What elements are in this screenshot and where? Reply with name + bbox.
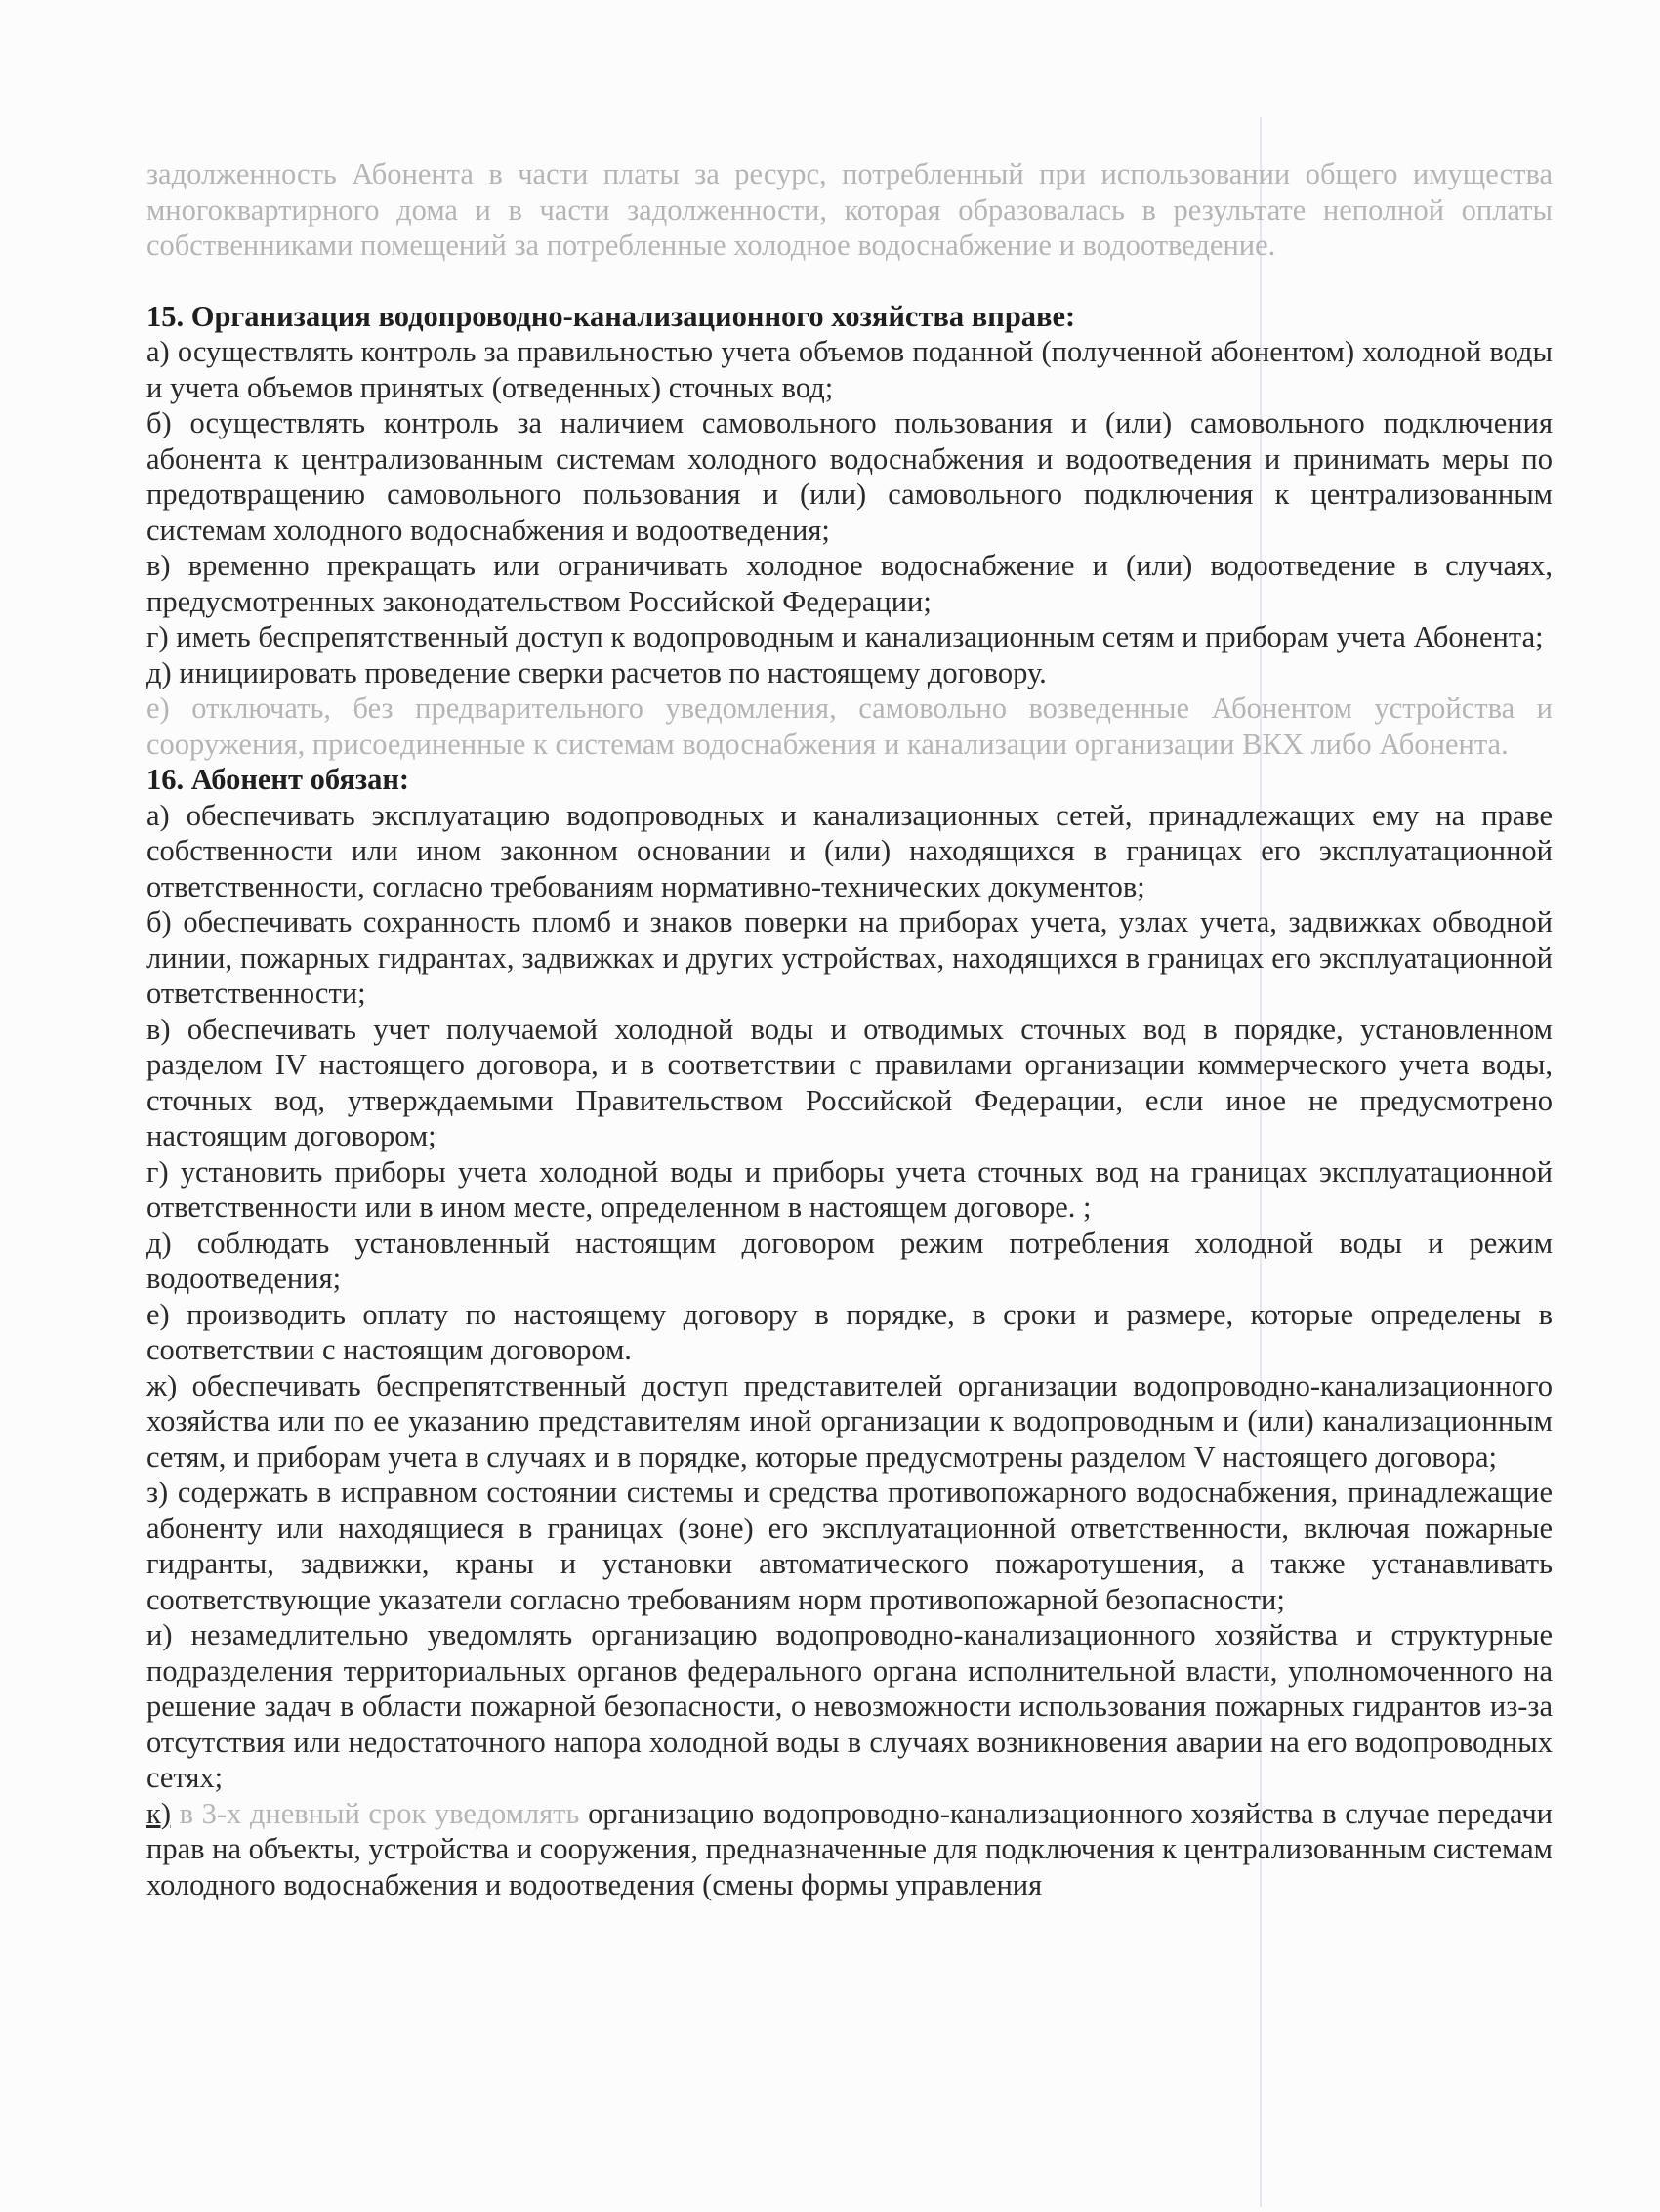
item-k-faded-text: в 3-х дневный срок уведомлять	[170, 1796, 580, 1830]
item-k-text: организацию водопроводно-канализационного хозяйства в случае передачи прав на объекты, устройства и сооружения, предназначенные для подключения к централизованным системам холодного водоснабжения и водоотведения (смены формы управления	[146, 1796, 1553, 1901]
section-16-item-zh: ж) обеспечивать беспрепятственный доступ представителей организации водопроводно-канализационного хозяйства или по ее указанию представителям иной организации к водопроводным и (или) канализационным сетям, и приборам учета в случаях и в порядке, которые предусмотрены разделом V настоящего договора;	[146, 1368, 1553, 1474]
section-16-item-e: е) производить оплату по настоящему договору в порядке, в сроки и размере, которые определены в соответствии с настоящим договором.	[146, 1297, 1553, 1366]
intro-paragraph: задолженность Абонента в части платы за ресурс, потребленный при использовании общего имущества многоквартирного дома и в части задолженности, которая образовалась в результате неполной оплаты собственниками помещений за потребленные холодное водоснабжение и водоотведение.	[146, 157, 1553, 262]
section-16-heading: 16. Абонент обязан:	[146, 763, 410, 796]
section-16-item-d: д) соблюдать установленный настоящим договором режим потребления холодной воды и режим водоотведения;	[146, 1226, 1553, 1295]
section-16-item-z: з) содержать в исправном состоянии системы и средства противопожарного водоснабжения, принадлежащие абоненту или находящиеся в границах (зоне) его эксплуатационной ответственности, включая пожарные гидранты, задвижки, краны и установки автоматического пожаротушения, а также устанавливать соответствующие указатели согласно требованиям норм противопожарной безопасности;	[146, 1476, 1553, 1616]
section-15-item-b: б) осуществлять контроль за наличием самовольного пользования и (или) самовольного подключения абонента к централизованным системам холодного водоснабжения и водоотведения и принимать меры по предотвращению самовольного пользования и (или) самовольного подключения к централизованным системам холодного водоснабжения и водоотведения;	[146, 406, 1553, 547]
section-15-item-v: в) временно прекращать или ограничивать холодное водоснабжение и (или) водоотведение в случаях, предусмотренных законодательством Российской Федерации;	[146, 549, 1553, 618]
section-15-item-d: д) инициировать проведение сверки расчетов по настоящему договору.	[146, 655, 1047, 689]
section-16-item-g: г) установить приборы учета холодной воды и приборы учета сточных вод на границах эксплуатационной ответственности или в ином месте, определенном в настоящем договоре. ;	[146, 1154, 1553, 1224]
section-16-item-a: а) обеспечивать эксплуатацию водопроводных и канализационных сетей, принадлежащих ему на праве собственности или ином законном основании и (или) находящихся в границах его эксплуатационной ответственности, согласно требованиям нормативно-технических документов;	[146, 798, 1553, 903]
section-16-item-i: и) незамедлительно уведомлять организацию водопроводно-канализационного хозяйства и структурные подразделения территориальных органов федерального органа исполнительной власти, уполномоченного на решение задач в области пожарной безопасности, о невозможности использования пожарных гидрантов из-за отсутствия или недостаточного напора холодной воды в случаях возникновения аварии на его водопроводных сетях;	[146, 1618, 1553, 1794]
section-16-item-k	[146, 1796, 1553, 1903]
section-15-item-a: а) осуществлять контроль за правильностью учета объемов поданной (полученной абонентом) холодной воды и учета объемов принятых (отведенных) сточных вод;	[146, 335, 1553, 404]
section-15-item-e-faded: е) отключать, без предварительного уведомления, самовольно возведенные Абонентом устройства и сооружения, присоединенные к системам водоснабжения и канализации организации ВКХ либо Абонента.	[146, 691, 1553, 761]
item-k-label: к)	[146, 1796, 171, 1830]
section-16-item-v: в) обеспечивать учет получаемой холодной воды и отводимых сточных вод в порядке, установленном разделом IV настоящего договора, и в соответствии с правилами организации коммерческого учета воды, сточных вод, утверждаемыми Правительством Российской Федерации, если иное не предусмотрено настоящим договором;	[146, 1012, 1553, 1152]
document-body	[146, 156, 1553, 1902]
section-15-heading: 15. Организация водопроводно-канализационного хозяйства вправе:	[146, 299, 1076, 333]
section-16-item-b: б) обеспечивать сохранность пломб и знаков поверки на приборах учета, узлах учета, задвижках обводной линии, пожарных гидрантах, задвижках и других устройствах, находящихся в границах его эксплуатационной ответственности;	[146, 905, 1553, 1010]
spacer	[146, 264, 1553, 299]
section-15-item-g: г) иметь беспрепятственный доступ к водопроводным и канализационным сетям и приборам учета Абонента;	[146, 620, 1544, 653]
